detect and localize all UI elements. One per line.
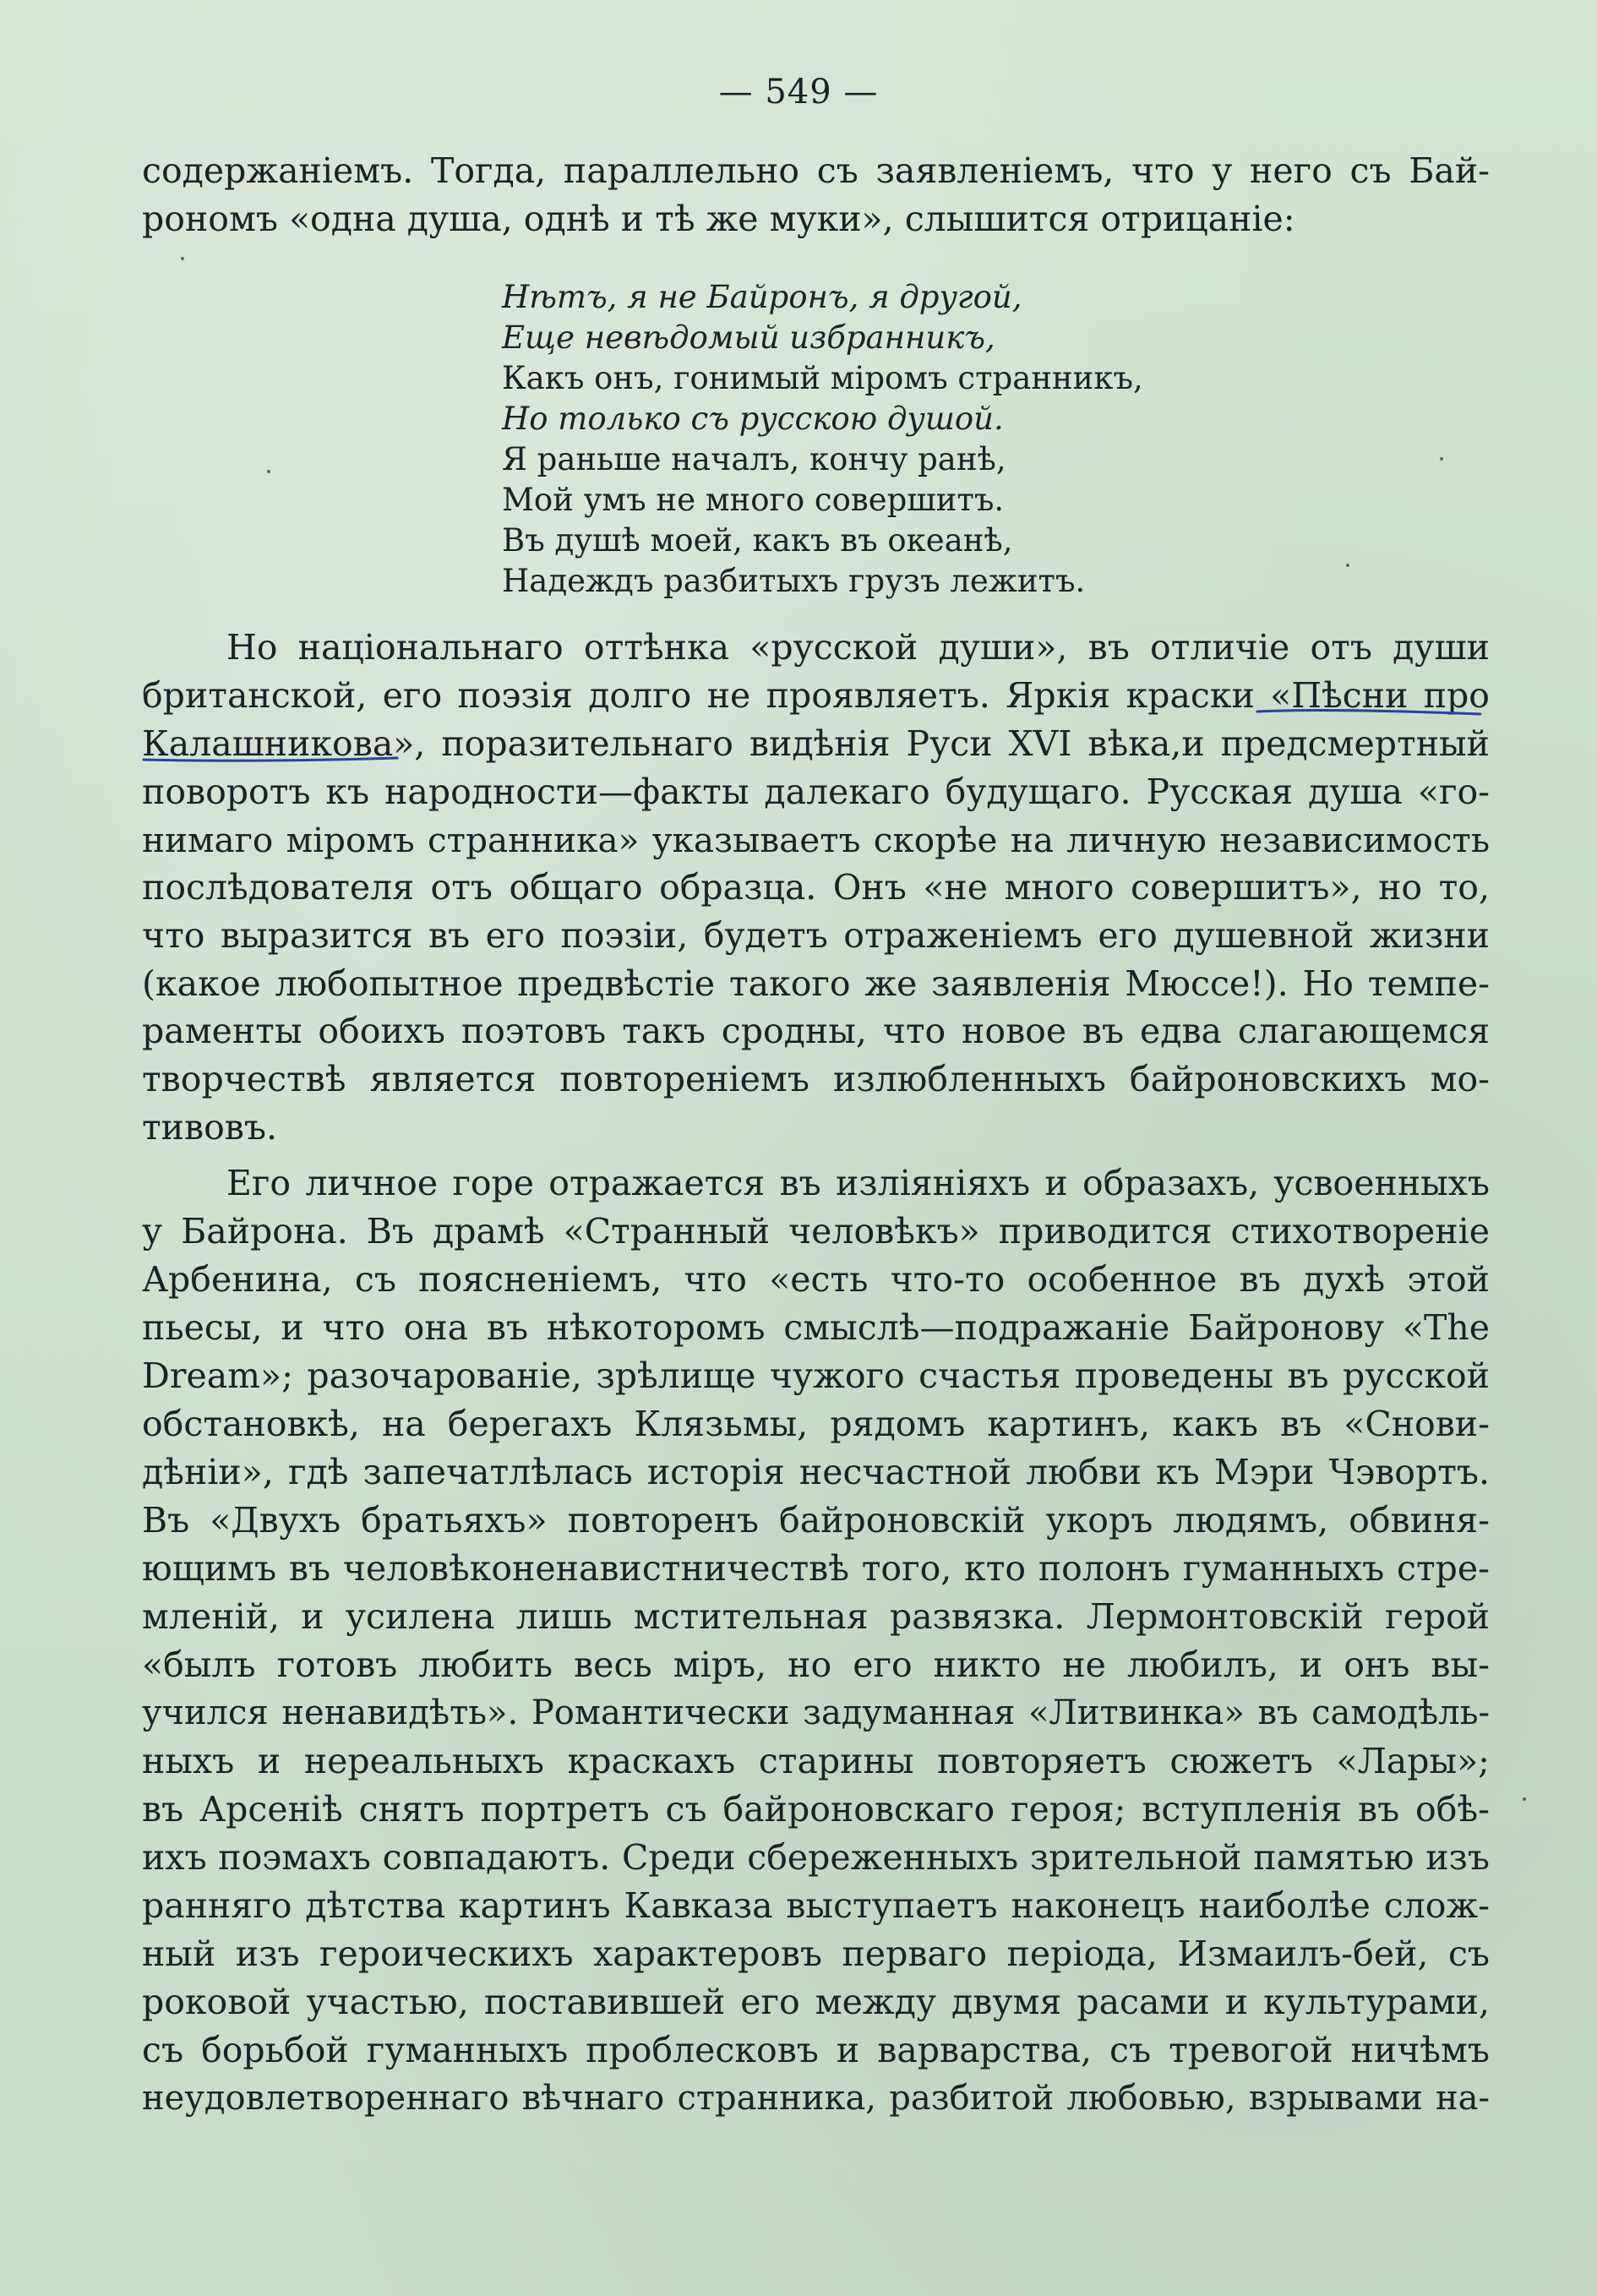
poem-line: Еще невѣдомый избранникъ, xyxy=(502,319,995,356)
text-line: обстановкѣ, на берегахъ Клязьмы, рядомъ картинъ, какъ въ «Снови- xyxy=(142,1404,1490,1444)
poem-line: Надеждъ разбитыхъ грузъ лежитъ. xyxy=(502,563,1086,599)
paper-speck xyxy=(1440,457,1443,461)
text-line: Его личное горе отражается въ изліяніяхъ и образахъ, усвоенныхъ xyxy=(226,1163,1490,1203)
poem-line: Мой умъ не много совершитъ. xyxy=(502,482,1005,518)
text-line: дѣніи», гдѣ запечатлѣлась исторія несчастной любви къ Мэри Чэвортъ. xyxy=(142,1452,1490,1492)
text-line: пьесы, и что она въ нѣкоторомъ смыслѣ—подражаніе Байронову «The xyxy=(142,1307,1490,1348)
text-line: мленій, и усилена лишь мстительная развязка. Лермонтовскій герой xyxy=(142,1596,1490,1637)
text-line: Арбенина, съ поясненіемъ, что «есть что-то особенное въ духѣ этой xyxy=(142,1259,1490,1300)
text-line: поворотъ къ народности—факты далекаго будущаго. Русская душа «го- xyxy=(142,772,1490,812)
text-line: раменты обоихъ поэтовъ такъ сродны, что новое въ едва слагающемся xyxy=(142,1011,1490,1051)
poem-line: Но только съ русскою душой. xyxy=(502,401,1004,437)
text-line: рономъ «одна душа, однѣ и тѣ же муки», слышится отрицаніе: xyxy=(142,199,1295,239)
text-line: нимаго міромъ странника» указываетъ скорѣе на личную независимость xyxy=(142,820,1490,860)
text-line: Въ «Двухъ братьяхъ» повторенъ байроновскій укоръ людямъ, обвиня- xyxy=(142,1500,1490,1541)
text-line: ныхъ и нереальныхъ краскахъ старины повторяетъ сюжетъ «Лары»; xyxy=(142,1741,1490,1781)
poem-line: Въ душѣ моей, какъ въ океанѣ, xyxy=(502,522,1013,559)
paper-speck xyxy=(267,470,270,473)
text-line: тивовъ. xyxy=(142,1107,277,1148)
paper-speck xyxy=(181,257,184,260)
text-line: у Байрона. Въ драмѣ «Странный человѣкъ» приводится стихотвореніе xyxy=(142,1211,1490,1252)
poem-line: Нѣтъ, я не Байронъ, я другой, xyxy=(502,279,1022,315)
poem-line: Я раньше началъ, кончу ранѣ, xyxy=(502,441,1006,477)
poem-line: Какъ онъ, гонимый міромъ странникъ, xyxy=(502,360,1143,396)
text-line: «былъ готовъ любить весь міръ, но его никто не любилъ, и онъ вы- xyxy=(142,1644,1490,1685)
text-line: Dream»; разочарованіе, зрѣлище чужого счастья проведены въ русской xyxy=(142,1355,1490,1396)
paper-speck xyxy=(1523,1797,1526,1801)
text-line: ихъ поэмахъ совпадаютъ. Среди сбереженныхъ зрительной памятью изъ xyxy=(142,1837,1490,1878)
text-line: что выразится въ его поэзіи, будетъ отраженіемъ его душевной жизни xyxy=(142,915,1490,956)
text-line: въ Арсеніѣ снятъ портретъ съ байроновскаго героя; вступленія въ обѣ- xyxy=(142,1789,1490,1830)
text-line: Но національнаго оттѣнка «русской души», въ отличіе отъ души xyxy=(226,627,1490,668)
paper-speck xyxy=(1346,564,1349,567)
text-line: Калашникова», поразительнаго видѣнія Руси XVI вѣка,и предсмертный xyxy=(142,723,1490,764)
text-line: роковой участью, поставившей его между двумя расами и культурами, xyxy=(142,1982,1490,2022)
page-number: — 549 — xyxy=(718,73,879,112)
text-line: британской, его поэзія долго не проявляетъ. Яркія краски «Пѣсни про xyxy=(142,675,1490,716)
text-line: ный изъ героическихъ характеровъ перваго періода, Измаилъ-бей, съ xyxy=(142,1933,1490,1974)
text-line: творчествѣ является повтореніемъ излюбленныхъ байроновскихъ мо- xyxy=(142,1059,1490,1099)
text-line: учился ненавидѣть». Романтически задуманная «Литвинка» въ самодѣль- xyxy=(142,1693,1490,1732)
text-line: ранняго дѣтства картинъ Кавказа выступаетъ наконецъ наиболѣе слож- xyxy=(142,1885,1490,1926)
text-line: (какое любопытное предвѣстіе такого же заявленія Мюссе!). Но темпе- xyxy=(142,963,1490,1004)
text-line: ющимъ въ человѣконенавистничествѣ того, кто полонъ гуманныхъ стре- xyxy=(142,1548,1490,1589)
text-line: неудовлетвореннаго вѣчнаго странника, разбитой любовью, взрывами на- xyxy=(142,2079,1490,2118)
text-line: съ борьбой гуманныхъ проблесковъ и варварства, съ тревогой ничѣмъ xyxy=(142,2030,1490,2070)
text-line: содержаніемъ. Тогда, параллельно съ заявленіемъ, что у него съ Бай- xyxy=(142,150,1490,191)
text-line: послѣдователя отъ общаго образца. Онъ «не много совершитъ», но то, xyxy=(142,867,1490,908)
